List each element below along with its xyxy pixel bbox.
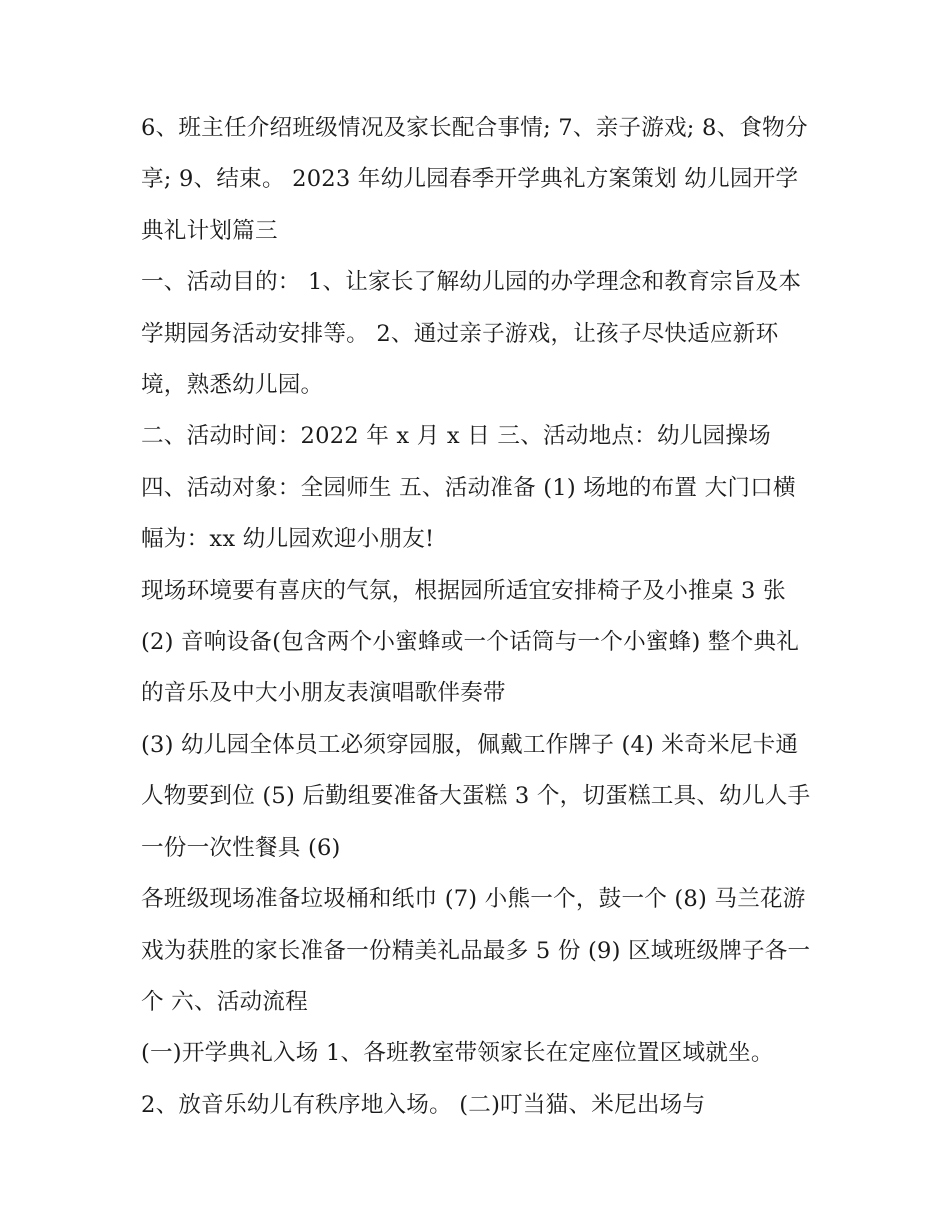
paragraph-4: 现场环境要有喜庆的气氛，根据园所适宜安排椅子及小推桌 3 张 (2) 音响设备(包含两个小蜜蜂或一个话筒与一个小蜜蜂) 整个典礼的音乐及中大小朋友表演唱歌伴奏带 xyxy=(141,577,800,707)
paragraph-2: 一、活动目的： 1、让家长了解幼儿园的办学理念和教育宗旨及本学期园务活动安排等。 2、通过亲子游戏，让孩子尽快适应新环境，熟悉幼儿园。 xyxy=(141,269,802,399)
document-body xyxy=(141,103,811,1131)
paragraph-7: (一)开学典礼入场 1、各班教室带领家长在定座位置区域就坐。 2、放音乐幼儿有秩序地入场。 (二)叮当猫、米尼出场与 xyxy=(141,1040,782,1118)
paragraph-6: 各班级现场准备垃圾桶和纸巾 (7) 小熊一个，鼓一个 (8) 马兰花游戏为获胜的家长准备一份精美礼品最多 5 份 (9) 区域班级牌子各一个 六、活动流程 xyxy=(141,886,811,1015)
paragraph-5: (3) 幼儿园全体员工必须穿园服，佩戴工作牌子 (4) 米奇米尼卡通人物要到位 (5) 后勤组要准备大蛋糕 3 个，切蛋糕工具、幼儿人手一份一次性餐具 (6) xyxy=(141,731,811,861)
paragraph-1: 6、班主任介绍班级情况及家长配合事情; 7、亲子游戏; 8、食物分享; 9、结束。 2023 年幼儿园春季开学典礼方案策划 幼儿园开学典礼计划篇三 xyxy=(141,115,808,244)
paragraph-3: 二、活动时间：2022 年 x 月 x 日 三、活动地点：幼儿园操场 四、活动对象：全园师生 五、活动准备 (1) 场地的布置 大门口横幅为：xx 幼儿园欢迎小朋友! xyxy=(141,423,796,553)
